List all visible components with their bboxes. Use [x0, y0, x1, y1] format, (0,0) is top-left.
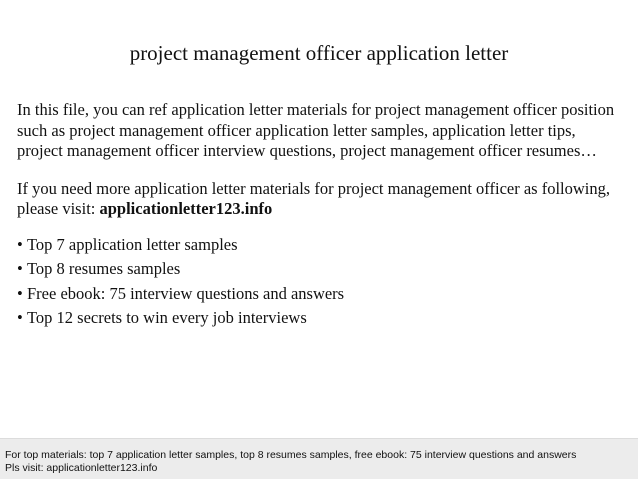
- slide-body: [17, 100, 617, 333]
- bullet-icon: •: [17, 283, 23, 303]
- bullet-list: [17, 235, 617, 329]
- list-item: [17, 259, 617, 280]
- bullet-icon: •: [17, 234, 23, 254]
- bullet-icon: •: [17, 308, 23, 327]
- website-link[interactable]: applicationletter123.info: [99, 199, 273, 218]
- page-title: project management officer application letter: [129, 41, 509, 65]
- footer-bar: [0, 438, 638, 479]
- more-info-paragraph: [17, 179, 617, 220]
- intro-paragraph: In this file, you can ref application letter materials for project management officer position such as project management officer application letter samples, application letter tips, project management officer interview questions, project management officer resumes…: [17, 100, 615, 160]
- list-item: [17, 284, 617, 305]
- footer-line-materials: For top materials: top 7 application letter samples, top 8 resumes samples, free ebook: 75 interview questions and answers: [5, 449, 577, 461]
- list-item: [17, 308, 617, 329]
- bullet-text: Top 8 resumes samples: [27, 259, 181, 278]
- more-info-text: If you need more application letter materials for project management officer as following, please visit:: [17, 178, 611, 218]
- footer-line-visit: Pls visit: applicationletter123.info: [5, 462, 158, 474]
- bullet-text: Top 7 application letter samples: [27, 234, 238, 254]
- bullet-text: Free ebook: 75 interview questions and answers: [27, 283, 345, 303]
- bullet-icon: •: [17, 259, 23, 278]
- bullet-text: Top 12 secrets to win every job interviews: [27, 308, 307, 327]
- list-item: [17, 235, 617, 256]
